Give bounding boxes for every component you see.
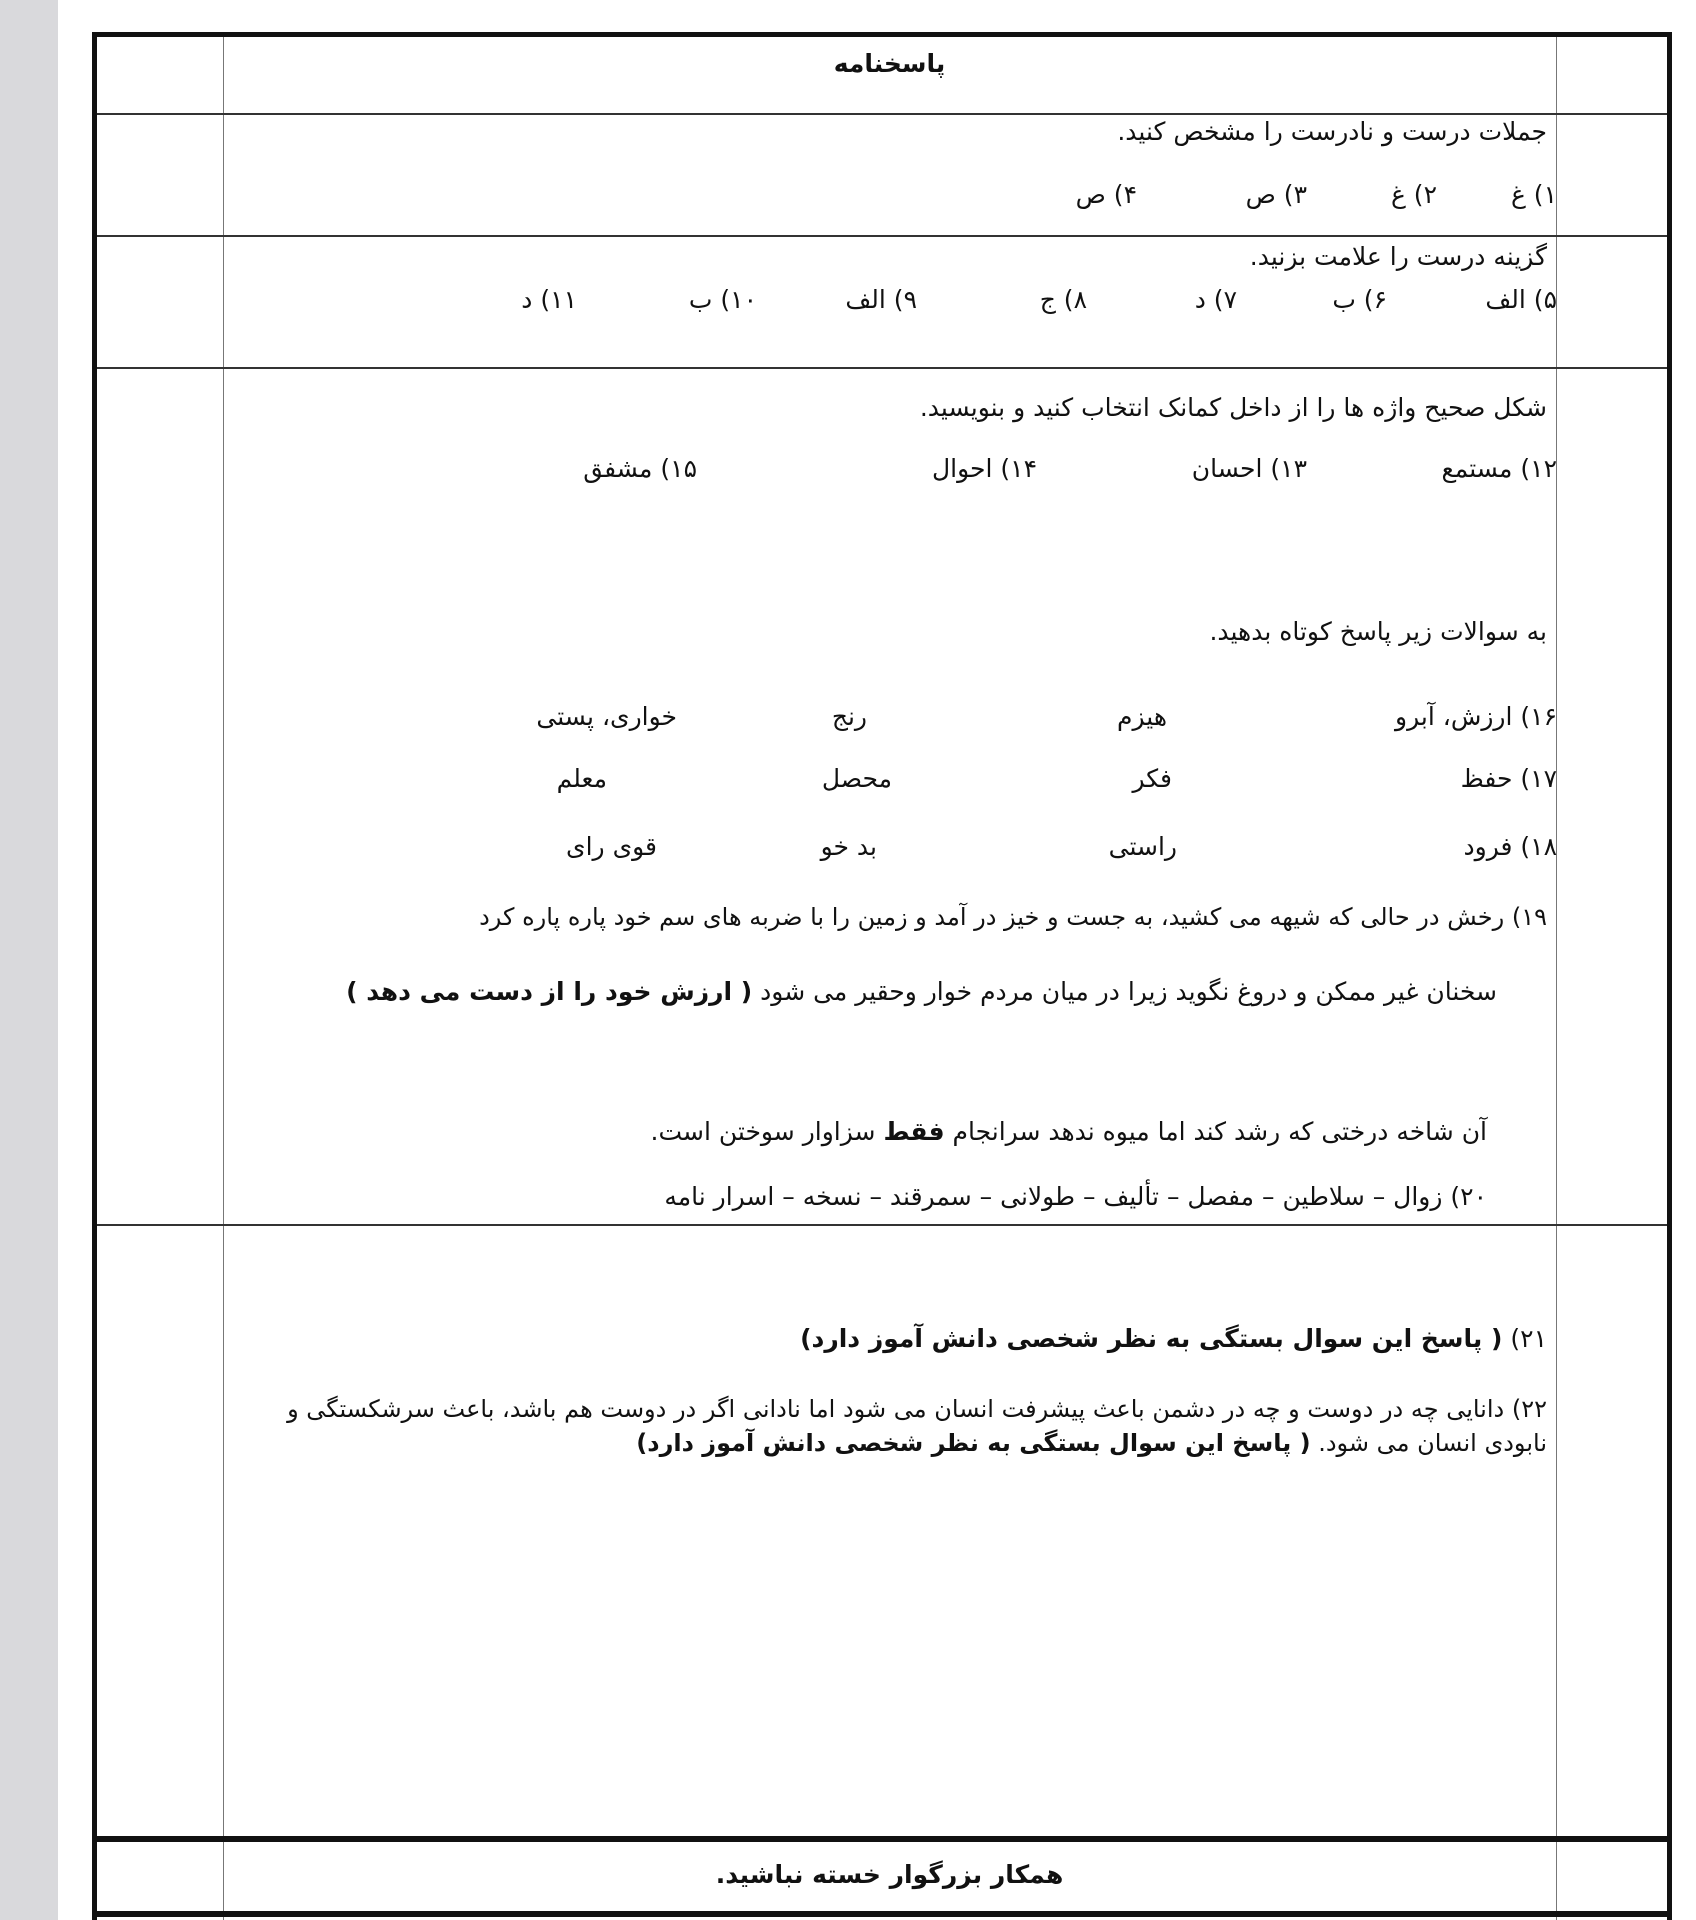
section1-instruction: جملات درست و نادرست را مشخص کنید. xyxy=(1117,117,1547,146)
row-divider xyxy=(97,367,1667,369)
q19b-plain: سخنان غیر ممکن و دروغ نگوید زیرا در میان مردم خوار وحقیر می شود xyxy=(760,977,1497,1006)
q19c-answer xyxy=(651,1117,1487,1147)
section3-instruction: شکل صحیح واژه ها را از داخل کمانک انتخاب کنید و بنویسید. xyxy=(919,393,1547,422)
q16-item: ۱۶) ارزش، آبرو xyxy=(1395,702,1557,731)
short-answer-instruction: به سوالات زیر پاسخ کوتاه بدهید. xyxy=(1209,617,1547,646)
answer-item: ۵) الف xyxy=(1485,285,1557,314)
left-gutter xyxy=(0,0,58,1920)
q16-item: رنج xyxy=(831,702,867,731)
answer-item: ۷) د xyxy=(1194,285,1237,314)
answer-item: ۱۱) د xyxy=(521,285,577,314)
answer-item: ۲) غ xyxy=(1390,180,1437,209)
answer-item: ۱۵) مشفق xyxy=(583,454,697,483)
q17-row xyxy=(97,764,1677,796)
answer-item: ۳) ص xyxy=(1245,180,1307,209)
q19-answer: ۱۹) رخش در حالی که شیهه می کشید، به جست و خیز در آمد و زمین را با ضربه های سم خود پاره پاره کرد xyxy=(479,903,1547,931)
q18-item: ۱۸) فرود xyxy=(1463,832,1557,861)
q16-row xyxy=(97,702,1677,734)
q16-item: خواری، پستی xyxy=(536,702,677,731)
answer-item: ۸) ج xyxy=(1039,285,1087,314)
answer-item: ۹) الف xyxy=(845,285,917,314)
answer-item: ۱۴) احوال xyxy=(932,454,1037,483)
q21-number: ۲۱) xyxy=(1510,1324,1547,1353)
q19c-before: آن شاخه درختی که رشد کند اما میوه ندهد سرانجام xyxy=(944,1117,1487,1146)
q22-plain: ۲۲) دانایی چه در دوست و چه در دشمن باعث پیشرفت انسان می شود اما نادانی اگر در دوست هم باشد، باعث سرشکستگی و نابودی انسان می شود. xyxy=(287,1395,1547,1457)
q18-item: قوی رای xyxy=(566,832,657,861)
q17-item: معلم xyxy=(556,764,607,793)
row-divider xyxy=(97,1224,1667,1226)
section3-answers xyxy=(97,454,1677,486)
q21-answer xyxy=(800,1324,1547,1354)
q19b-bold: ( ارزش خود را از دست می دهد ) xyxy=(346,977,753,1006)
q16-item: هیزم xyxy=(1117,702,1167,731)
left-column-line xyxy=(223,37,224,1920)
section2-answers xyxy=(97,285,1677,317)
q20-answer: ۲۰) زوال – سلاطین – مفصل – تألیف – طولانی – سمرقند – نسخه – اسرار نامه xyxy=(664,1182,1487,1211)
q18-item: راستی xyxy=(1108,832,1177,861)
q17-item: محصل xyxy=(821,764,892,793)
q17-item: ۱۷) حفظ xyxy=(1460,764,1557,793)
q21-bold: ( پاسخ این سوال بستگی به نظر شخصی دانش آموز دارد) xyxy=(800,1324,1503,1353)
row-divider xyxy=(97,235,1667,237)
q19c-after: سزاوار سوختن است. xyxy=(650,1117,884,1146)
page-title: پاسخنامه xyxy=(833,49,946,78)
q18-item: بد خو xyxy=(820,832,877,861)
answer-item: ۱۳) احسان xyxy=(1191,454,1307,483)
q22-answer xyxy=(287,1392,1547,1460)
q19b-answer xyxy=(307,967,1547,1017)
answer-item: ۶) ب xyxy=(1332,285,1387,314)
q17-item: فکر xyxy=(1132,764,1172,793)
section2-instruction: گزینه درست را علامت بزنید. xyxy=(1249,242,1547,271)
answer-item: ۱۲) مستمع xyxy=(1441,454,1557,483)
answer-item: ۱۰) ب xyxy=(688,285,757,314)
bottom-border xyxy=(97,1911,1667,1917)
footer-message: همکار بزرگوار خسته نباشید. xyxy=(715,1860,1064,1889)
q18-row xyxy=(97,832,1677,864)
q19c-bold: فقط xyxy=(883,1117,945,1146)
answer-sheet-table xyxy=(92,32,1672,1920)
right-column-line xyxy=(1556,37,1557,1920)
row-divider xyxy=(97,113,1667,115)
answer-item: ۱) غ xyxy=(1510,180,1557,209)
answer-item: ۴) ص xyxy=(1075,180,1137,209)
q22-bold: ( پاسخ این سوال بستگی به نظر شخصی دانش آموز دارد) xyxy=(636,1429,1311,1457)
footer-divider xyxy=(97,1836,1667,1842)
section1-answers xyxy=(97,180,1677,212)
